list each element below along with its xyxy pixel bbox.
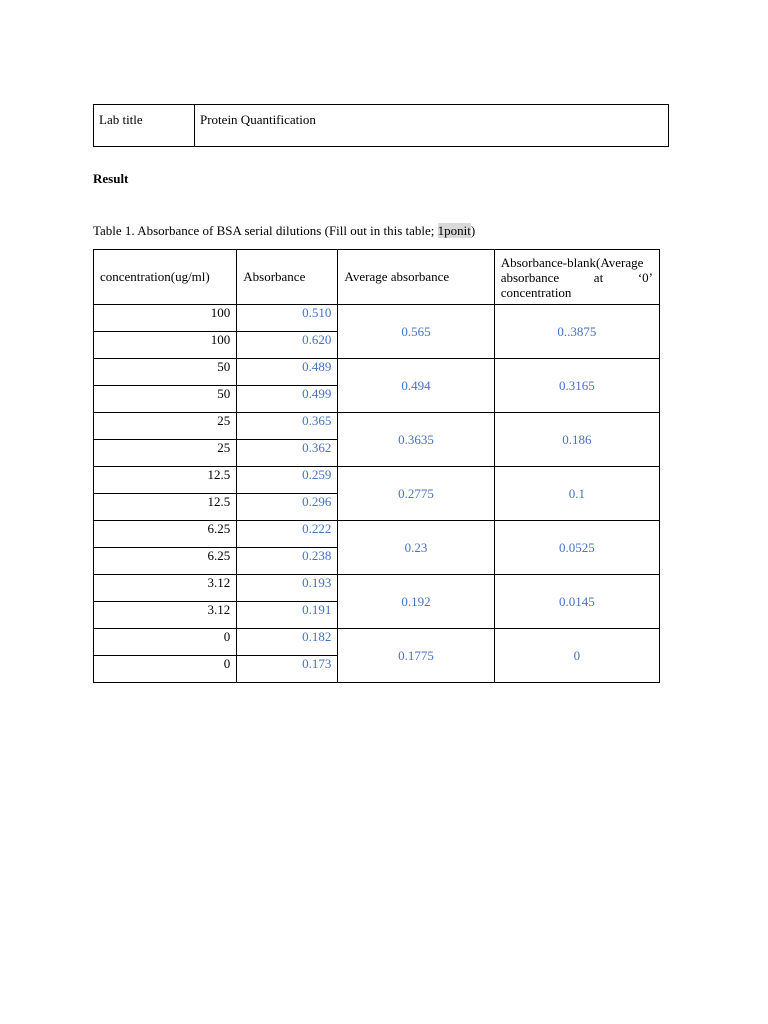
table-row (94, 521, 660, 548)
absorbance-cell[interactable]: 0.259 (237, 467, 338, 494)
header-concentration: concentration(ug/ml) (94, 250, 237, 305)
average-absorbance-cell[interactable]: 0.494 (338, 359, 494, 413)
absorbance-table-body (94, 250, 660, 683)
table-row (94, 467, 660, 494)
header-absorbance: Absorbance (237, 250, 338, 305)
absorbance-cell[interactable]: 0.191 (237, 602, 338, 629)
lab-title-table (93, 104, 669, 147)
concentration-cell: 25 (94, 440, 237, 467)
absorbance-cell[interactable]: 0.510 (237, 305, 338, 332)
concentration-cell: 50 (94, 386, 237, 413)
average-absorbance-cell[interactable]: 0.1775 (338, 629, 494, 683)
average-absorbance-cell[interactable]: 0.3635 (338, 413, 494, 467)
average-absorbance-cell[interactable]: 0.23 (338, 521, 494, 575)
lab-title-value[interactable]: Protein Quantification (195, 105, 669, 147)
concentration-cell: 6.25 (94, 521, 237, 548)
absorbance-blank-cell[interactable]: 0 (494, 629, 659, 683)
absorbance-blank-cell[interactable]: 0.0145 (494, 575, 659, 629)
concentration-cell: 12.5 (94, 467, 237, 494)
header-absorbance-blank: Absorbance-blank(Average absorbance at ‘0’ concentration (494, 250, 659, 305)
absorbance-cell[interactable]: 0.173 (237, 656, 338, 683)
absorbance-cell[interactable]: 0.620 (237, 332, 338, 359)
table-row (94, 575, 660, 602)
concentration-cell: 0 (94, 629, 237, 656)
table-row (94, 359, 660, 386)
concentration-cell: 100 (94, 332, 237, 359)
absorbance-cell[interactable]: 0.222 (237, 521, 338, 548)
concentration-cell: 0 (94, 656, 237, 683)
concentration-cell: 50 (94, 359, 237, 386)
concentration-cell: 6.25 (94, 548, 237, 575)
absorbance-blank-cell[interactable]: 0.3165 (494, 359, 659, 413)
absorbance-blank-cell[interactable]: 0.0525 (494, 521, 659, 575)
table-header-row (94, 250, 660, 305)
absorbance-blank-cell[interactable]: 0.1 (494, 467, 659, 521)
absorbance-table (93, 249, 660, 683)
table-caption (93, 223, 475, 239)
caption-highlight: 1ponit (437, 223, 471, 238)
table-row (94, 413, 660, 440)
average-absorbance-cell[interactable]: 0.192 (338, 575, 494, 629)
concentration-cell: 100 (94, 305, 237, 332)
absorbance-blank-cell[interactable]: 0.186 (494, 413, 659, 467)
concentration-cell: 3.12 (94, 602, 237, 629)
header-average-absorbance: Average absorbance (338, 250, 494, 305)
caption-text: Table 1. Absorbance of BSA serial dilutions (Fill out in this table; (93, 223, 438, 238)
concentration-cell: 3.12 (94, 575, 237, 602)
absorbance-cell[interactable]: 0.365 (237, 413, 338, 440)
absorbance-cell[interactable]: 0.489 (237, 359, 338, 386)
concentration-cell: 25 (94, 413, 237, 440)
absorbance-cell[interactable]: 0.362 (237, 440, 338, 467)
absorbance-cell[interactable]: 0.238 (237, 548, 338, 575)
concentration-cell: 12.5 (94, 494, 237, 521)
caption-suffix: ) (470, 223, 476, 238)
table-row (94, 305, 660, 332)
absorbance-blank-cell[interactable]: 0..3875 (494, 305, 659, 359)
result-heading: Result (93, 171, 129, 186)
average-absorbance-cell[interactable]: 0.565 (338, 305, 494, 359)
lab-title-label: Lab title (94, 105, 195, 147)
average-absorbance-cell[interactable]: 0.2775 (338, 467, 494, 521)
absorbance-cell[interactable]: 0.193 (237, 575, 338, 602)
absorbance-cell[interactable]: 0.499 (237, 386, 338, 413)
absorbance-cell[interactable]: 0.182 (237, 629, 338, 656)
absorbance-cell[interactable]: 0.296 (237, 494, 338, 521)
table-row (94, 629, 660, 656)
